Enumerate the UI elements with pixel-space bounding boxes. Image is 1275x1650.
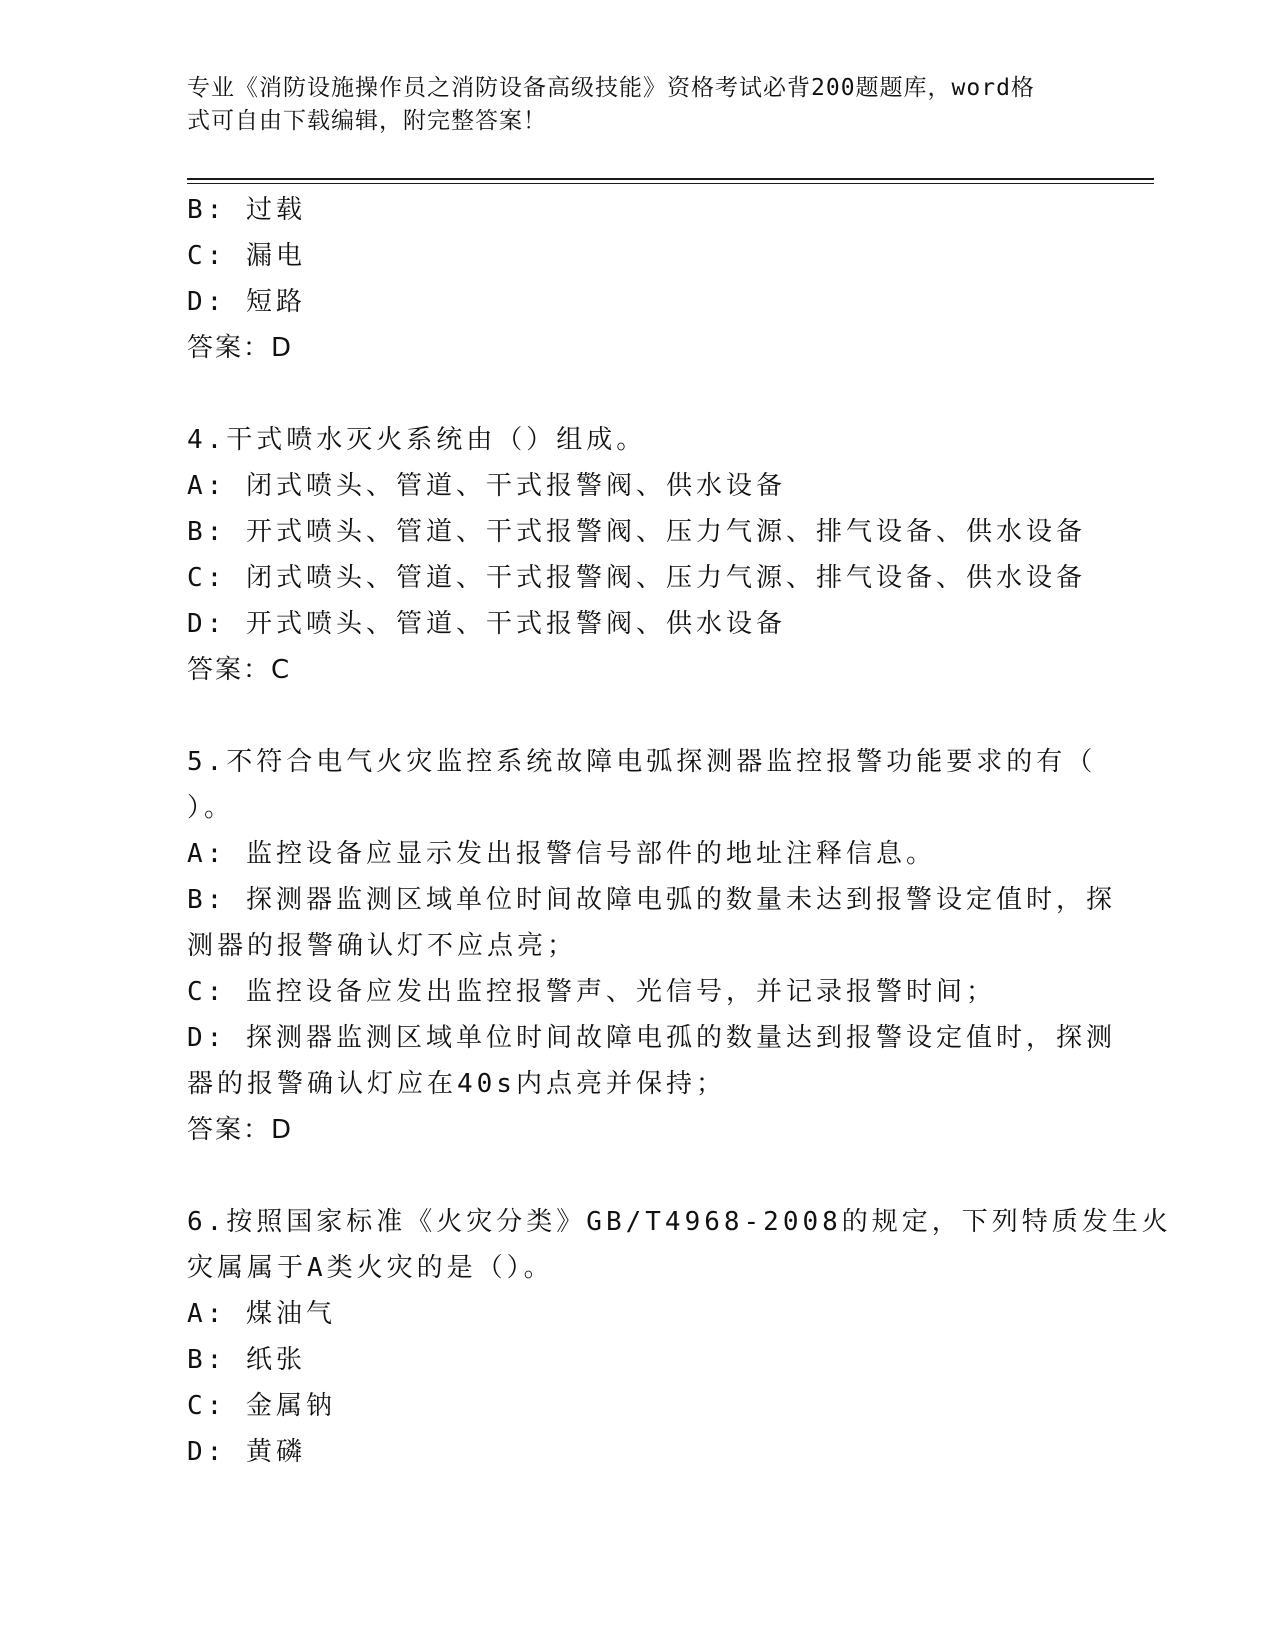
option-b-cont: 测器的报警确认灯不应点亮； bbox=[187, 931, 578, 961]
question-stem-cont: ）。 bbox=[187, 793, 235, 823]
option-a: A: 闭式喷头、管道、干式报警阀、供水设备 bbox=[187, 471, 786, 501]
option-a: A: 监控设备应显示发出报警信号部件的地址注释信息。 bbox=[187, 839, 936, 869]
option-d: D: 探测器监测区域单位时间故障电孤的数量达到报警设定值时，探测 bbox=[187, 1023, 1116, 1053]
spacer bbox=[187, 693, 1087, 739]
question-6 bbox=[187, 1199, 1172, 1475]
option-c: C: 金属钠 bbox=[187, 1391, 336, 1421]
option-c: C: 闭式喷头、管道、干式报警阀、压力气源、排气设备、供水设备 bbox=[187, 563, 1086, 593]
question-content bbox=[187, 187, 1172, 1475]
option-d: D: 短路 bbox=[187, 287, 306, 317]
option-d: D: 开式喷头、管道、干式报警阀、供水设备 bbox=[187, 609, 786, 639]
option-a: A: 煤油气 bbox=[187, 1299, 336, 1329]
option-b: B: 开式喷头、管道、干式报警阀、压力气源、排气设备、供水设备 bbox=[187, 517, 1086, 547]
header-line-2: 式可自由下载编辑，附完整答案！ bbox=[187, 108, 547, 134]
spacer bbox=[187, 1153, 1087, 1199]
question-4 bbox=[187, 417, 1087, 693]
option-c: C: 监控设备应发出监控报警声、光信号，并记录报警时间； bbox=[187, 977, 996, 1007]
option-b: B: 探测器监测区域单位时间故障电弧的数量未达到报警设定值时，探 bbox=[187, 885, 1116, 915]
header-line-1: 专业《消防设施操作员之消防设备高级技能》资格考试必背200题题库，word格 bbox=[187, 75, 1035, 101]
previous-question bbox=[187, 187, 1087, 371]
answer-line: 答案：D bbox=[187, 333, 294, 363]
option-d-cont: 器的报警确认灯应在40s内点亮并保持； bbox=[187, 1069, 726, 1099]
header-divider-thick bbox=[187, 178, 1154, 180]
question-stem: 4.干式喷水灭火系统由（）组成。 bbox=[187, 425, 647, 455]
header-divider-thin bbox=[187, 183, 1154, 184]
option-b: B: 过载 bbox=[187, 195, 306, 225]
document-header bbox=[187, 72, 1087, 138]
spacer bbox=[187, 371, 1087, 417]
answer-line: 答案：C bbox=[187, 655, 292, 685]
question-stem-cont: 灾属属于A类火灾的是（）。 bbox=[187, 1253, 554, 1283]
answer-line: 答案：D bbox=[187, 1115, 294, 1145]
question-stem: 6.按照国家标准《火灾分类》GB/T4968-2008的规定，下列特质发生火 bbox=[187, 1207, 1172, 1237]
question-5 bbox=[187, 739, 1116, 1153]
option-b: B: 纸张 bbox=[187, 1345, 306, 1375]
option-d: D: 黄磷 bbox=[187, 1437, 306, 1467]
option-c: C: 漏电 bbox=[187, 241, 306, 271]
question-stem: 5.不符合电气火灾监控系统故障电弧探测器监控报警功能要求的有（ bbox=[187, 747, 1097, 777]
